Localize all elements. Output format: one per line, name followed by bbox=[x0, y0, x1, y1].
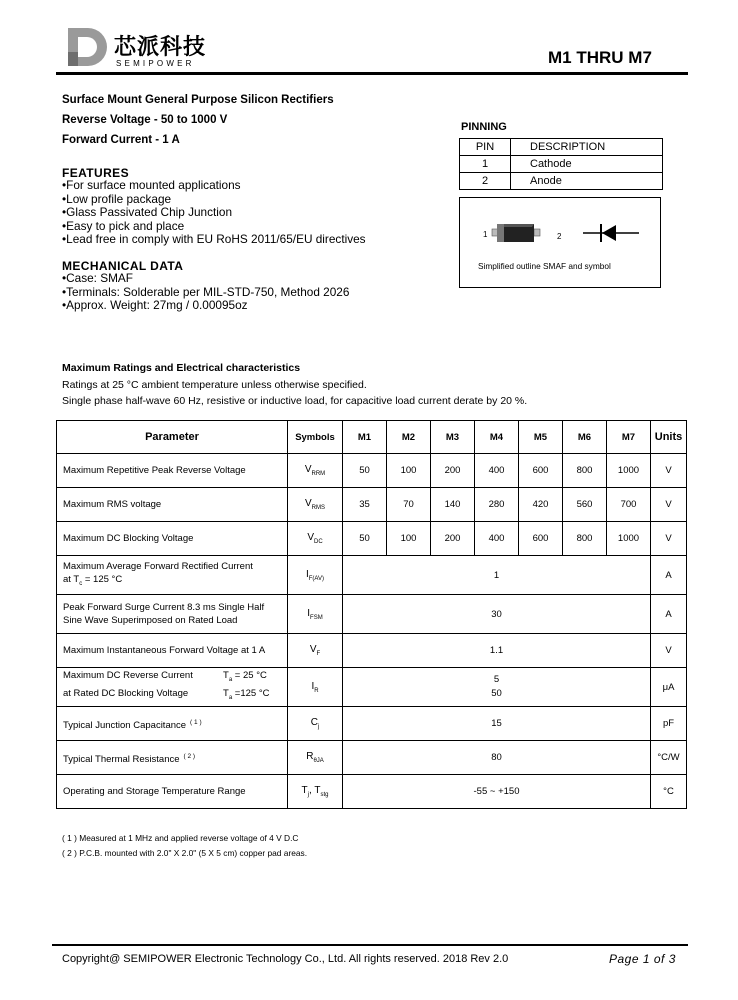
parameter-text: Typical Thermal Resistance bbox=[63, 753, 180, 765]
symbol-subscript: stg bbox=[320, 792, 329, 798]
value-cell: 50 bbox=[343, 522, 387, 556]
parameter-header: Parameter bbox=[57, 421, 288, 454]
table-row bbox=[57, 522, 687, 556]
symbol-text: V bbox=[304, 498, 312, 509]
unit-cell: °C/W bbox=[651, 741, 687, 775]
table-row bbox=[460, 139, 663, 156]
parameter-cell bbox=[57, 556, 288, 595]
value-cell: 70 bbox=[387, 488, 431, 522]
symbol-subscript: DC bbox=[314, 539, 323, 545]
description-header: DESCRIPTION bbox=[511, 139, 663, 156]
symbol-cell bbox=[288, 668, 343, 707]
unit-cell: pF bbox=[651, 707, 687, 741]
table-row bbox=[57, 707, 687, 741]
ratings-note: Single phase half-wave 60 Hz, resistive or inductive load, for capacitive load current derate by 20 %. bbox=[62, 395, 528, 407]
model-header: M5 bbox=[519, 421, 563, 454]
value-cell: -55 ~ +150 bbox=[343, 775, 651, 809]
value-cell: 1.1 bbox=[343, 634, 651, 668]
table-row bbox=[57, 595, 687, 634]
symbol-subscript: R bbox=[314, 687, 319, 694]
condition-text bbox=[223, 687, 270, 705]
symbol-text: , T bbox=[308, 785, 321, 796]
parameter-cell: Operating and Storage Temperature Range bbox=[57, 775, 288, 809]
condition-subscript: c bbox=[79, 580, 83, 587]
parameter-cell: Maximum RMS voltage bbox=[57, 488, 288, 522]
value-cell: 15 bbox=[343, 707, 651, 741]
pin-description: Cathode bbox=[511, 156, 663, 173]
symbol-text: R bbox=[306, 751, 314, 762]
pin-description: Anode bbox=[511, 173, 663, 190]
parameter-cell: Maximum Repetitive Peak Reverse Voltage bbox=[57, 454, 288, 488]
footnote: ( 2 ) P.C.B. mounted with 2.0" X 2.0" (5 X 5 cm) copper pad areas. bbox=[62, 848, 308, 858]
table-row bbox=[57, 741, 687, 775]
condition-symbol: T bbox=[223, 670, 229, 682]
features-list bbox=[62, 179, 366, 247]
parameter-line: Maximum Average Forward Rectified Current bbox=[63, 560, 253, 572]
parameter-text: at Rated DC Blocking Voltage bbox=[63, 688, 189, 699]
value-cell: 700 bbox=[607, 488, 651, 522]
value-cell: 420 bbox=[519, 488, 563, 522]
table-row bbox=[57, 775, 687, 809]
parameter-cell: Maximum Instantaneous Forward Voltage at 1 A bbox=[57, 634, 288, 668]
pin1-label: 1 bbox=[483, 230, 488, 239]
condition-value: =125 °C bbox=[232, 688, 270, 699]
value-line: 5 bbox=[493, 674, 500, 685]
value-line: 50 bbox=[491, 688, 502, 699]
parameter-line bbox=[63, 687, 287, 705]
unit-cell: μA bbox=[651, 668, 687, 707]
symbol-cell bbox=[288, 595, 343, 634]
symbol-text: V bbox=[307, 532, 314, 543]
smaf-package-icon bbox=[490, 218, 542, 248]
table-row bbox=[57, 634, 687, 668]
symbol-text: I bbox=[307, 607, 311, 619]
symbol-text: I bbox=[305, 568, 309, 580]
parameter-line: Sine Wave Superimposed on Rated Load bbox=[63, 615, 238, 626]
footer-rule bbox=[52, 944, 688, 946]
symbol-text: V bbox=[304, 464, 312, 475]
brand-name-chinese: 芯派科技 bbox=[114, 35, 207, 60]
ratings-note: Ratings at 25 °C ambient temperature unless otherwise specified. bbox=[62, 379, 367, 391]
brand-name-english: SEMIPOWER bbox=[116, 59, 195, 68]
diode-symbol-icon bbox=[583, 222, 639, 244]
unit-cell: V bbox=[651, 488, 687, 522]
parameter-text: Typical Junction Capacitance bbox=[63, 719, 187, 731]
semipower-logo-icon bbox=[64, 26, 108, 68]
condition-text: = 125 °C bbox=[82, 573, 123, 585]
parameter-line bbox=[63, 573, 287, 591]
symbol-subscript: RRM bbox=[311, 471, 326, 477]
value-cell: 100 bbox=[387, 454, 431, 488]
pin2-label: 2 bbox=[557, 232, 562, 241]
condition-subscript: a bbox=[228, 694, 233, 701]
list-item: • Approx. Weight: 27mg / 0.00095oz bbox=[62, 299, 349, 313]
table-row bbox=[460, 173, 663, 190]
symbol-subscript: F(AV) bbox=[308, 575, 324, 582]
value-cell: 200 bbox=[431, 454, 475, 488]
symbol-cell bbox=[288, 488, 343, 522]
pinning-table bbox=[459, 138, 663, 190]
model-header: M6 bbox=[563, 421, 607, 454]
value-cell: 50 bbox=[343, 454, 387, 488]
table-header-row bbox=[57, 421, 687, 454]
symbol-subscript: RMS bbox=[311, 505, 325, 511]
symbol-cell bbox=[288, 634, 343, 668]
parameter-cell bbox=[57, 707, 288, 741]
value-cell: 400 bbox=[475, 454, 519, 488]
table-row bbox=[57, 454, 687, 488]
value-cell: 200 bbox=[431, 522, 475, 556]
model-header: M7 bbox=[607, 421, 651, 454]
condition-text bbox=[223, 669, 267, 687]
unit-cell: V bbox=[651, 454, 687, 488]
forward-current-spec: Forward Current - 1 A bbox=[62, 134, 180, 146]
value-cell: 280 bbox=[475, 488, 519, 522]
table-row bbox=[57, 668, 687, 707]
symbol-cell bbox=[288, 741, 343, 775]
value-cell: 35 bbox=[343, 488, 387, 522]
value-cell: 1 bbox=[343, 556, 651, 595]
list-item: • Lead free in comply with EU RoHS 2011/65/EU directives bbox=[62, 233, 366, 247]
symbol-subscript: θJA bbox=[313, 758, 324, 764]
units-header: Units bbox=[651, 421, 687, 454]
symbol-subscript: j bbox=[307, 792, 309, 798]
footnote-ref: ( 2 ) bbox=[183, 752, 196, 760]
unit-cell: A bbox=[651, 556, 687, 595]
ratings-table bbox=[56, 420, 687, 809]
value-cell: 800 bbox=[563, 522, 607, 556]
value-cell: 600 bbox=[519, 454, 563, 488]
parameter-cell bbox=[57, 595, 288, 634]
value-cell: 80 bbox=[343, 741, 651, 775]
condition-symbol: T bbox=[223, 688, 229, 699]
symbol-cell bbox=[288, 454, 343, 488]
value-cell: 100 bbox=[387, 522, 431, 556]
mechanical-data-list bbox=[62, 272, 349, 313]
pin-header: PIN bbox=[460, 139, 511, 156]
list-item: • Glass Passivated Chip Junction bbox=[62, 206, 366, 220]
value-cell: 560 bbox=[563, 488, 607, 522]
symbol-cell bbox=[288, 556, 343, 595]
list-item: • Low profile package bbox=[62, 193, 366, 207]
product-description: Surface Mount General Purpose Silicon Rectifiers bbox=[62, 94, 334, 106]
symbol-cell bbox=[288, 775, 343, 809]
table-row bbox=[57, 488, 687, 522]
model-header: M3 bbox=[431, 421, 475, 454]
symbol-subscript: j bbox=[317, 724, 320, 730]
page-number: Page 1 of 3 bbox=[609, 952, 676, 966]
symbol-text: C bbox=[310, 717, 318, 728]
value-cell: 30 bbox=[343, 595, 651, 634]
unit-cell: V bbox=[651, 634, 687, 668]
symbol-text: I bbox=[311, 680, 315, 692]
list-item: • Terminals: Solderable per MIL-STD-750, Method 2026 bbox=[62, 286, 349, 300]
document-title: M1 THRU M7 bbox=[548, 48, 652, 67]
model-header: M2 bbox=[387, 421, 431, 454]
symbols-header: Symbols bbox=[288, 421, 343, 454]
parameter-cell bbox=[57, 668, 288, 707]
parameter-cell: Maximum DC Blocking Voltage bbox=[57, 522, 288, 556]
parameter-line bbox=[63, 669, 287, 687]
package-caption: Simplified outline SMAF and symbol bbox=[478, 261, 611, 271]
value-cell: 1000 bbox=[607, 454, 651, 488]
symbol-text: T bbox=[301, 785, 308, 796]
ratings-title: Maximum Ratings and Electrical characteristics bbox=[62, 362, 301, 374]
footnote-ref: ( 1 ) bbox=[190, 718, 202, 726]
symbol-text: V bbox=[309, 644, 317, 655]
value-cell bbox=[343, 668, 651, 707]
value-cell: 140 bbox=[431, 488, 475, 522]
features-heading: FEATURES bbox=[62, 166, 129, 180]
condition-value: = 25 °C bbox=[232, 670, 267, 682]
unit-cell: °C bbox=[651, 775, 687, 809]
parameter-cell bbox=[57, 741, 288, 775]
list-item: • Case: SMAF bbox=[62, 272, 349, 286]
model-header: M1 bbox=[343, 421, 387, 454]
parameter-line: Peak Forward Surge Current 8.3 ms Single Half bbox=[63, 602, 265, 613]
condition-subscript: a bbox=[228, 677, 233, 683]
model-header: M4 bbox=[475, 421, 519, 454]
header-rule bbox=[56, 72, 688, 75]
symbol-cell bbox=[288, 707, 343, 741]
pin-number: 2 bbox=[460, 173, 511, 190]
table-row bbox=[460, 156, 663, 173]
symbol-cell bbox=[288, 522, 343, 556]
symbol-subscript: FSM bbox=[310, 614, 323, 621]
condition-text: at T bbox=[63, 573, 80, 585]
footnote: ( 1 ) Measured at 1 MHz and applied reverse voltage of 4 V D.C bbox=[62, 833, 299, 843]
copyright-text: Copyright@ SEMIPOWER Electronic Technology Co., Ltd. All rights reserved. 2018 Rev 2.0 bbox=[62, 953, 509, 965]
value-cell: 1000 bbox=[607, 522, 651, 556]
unit-cell: A bbox=[651, 595, 687, 634]
pin-number: 1 bbox=[460, 156, 511, 173]
table-row bbox=[57, 556, 687, 595]
unit-cell: V bbox=[651, 522, 687, 556]
list-item: • For surface mounted applications bbox=[62, 179, 366, 193]
mechanical-data-heading: MECHANICAL DATA bbox=[62, 259, 184, 273]
parameter-text: Maximum DC Reverse Current bbox=[63, 670, 193, 682]
value-cell: 800 bbox=[563, 454, 607, 488]
list-item: • Easy to pick and place bbox=[62, 220, 366, 234]
symbol-subscript: F bbox=[316, 651, 321, 657]
pinning-title: PINNING bbox=[461, 121, 507, 133]
value-cell: 400 bbox=[475, 522, 519, 556]
value-cell: 600 bbox=[519, 522, 563, 556]
reverse-voltage-spec: Reverse Voltage - 50 to 1000 V bbox=[62, 114, 228, 126]
